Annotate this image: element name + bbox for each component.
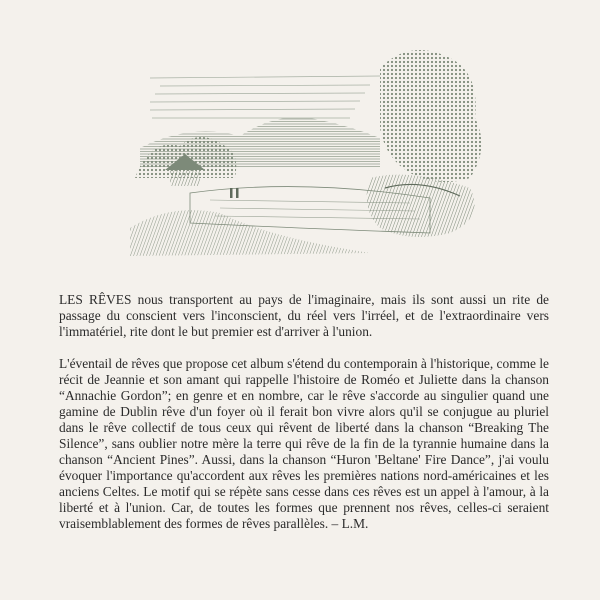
landscape-engraving	[130, 28, 490, 258]
body-text	[59, 292, 549, 532]
paragraph-intro: LES RÊVES nous transportent au pays de l'imaginaire, mais ils sont aussi un rite de passage du conscient vers l'inconscient, du réel vers l'irréel, et de l'extraordinaire vers l'immatériel, rite dont le but premier est d'arriver à l'union.	[59, 292, 549, 339]
paragraph-album: L'éventail de rêves que propose cet album s'étend du contemporain à l'historique, comme le récit de Jeannie et son amant qui rappelle l'histoire de Roméo et Juliette dans la chanson “Annachie Gordon”; en genre et en nombre, car le rêve s'accorde au singulier quand une gamine de Dublin rêve d'un foyer où il ferait bon vivre alors qu'il se conjugue au pluriel dans le rêve collectif de tous ceux qui rêvent de liberté dans la chanson “Breaking The Silence”, sans oublier notre mère la terre qui rêve de la fin de la tyrannie humaine dans la chanson “Ancient Pines”. Aussi, dans la chanson “Huron 'Beltane' Fire Dance”, j'ai voulu évoquer l'importance qu'accordent aux rêves les premières nations nord-américaines et les anciens Celtes. Le motif qui se répète sans cesse dans ces rêves est un appel à l'amour, à la liberté et à l'union. Car, de toutes les formes que prennent nos rêves, celles-ci seraient vraisemblablement des formes de rêves parallèles. – L.M.	[59, 356, 549, 531]
